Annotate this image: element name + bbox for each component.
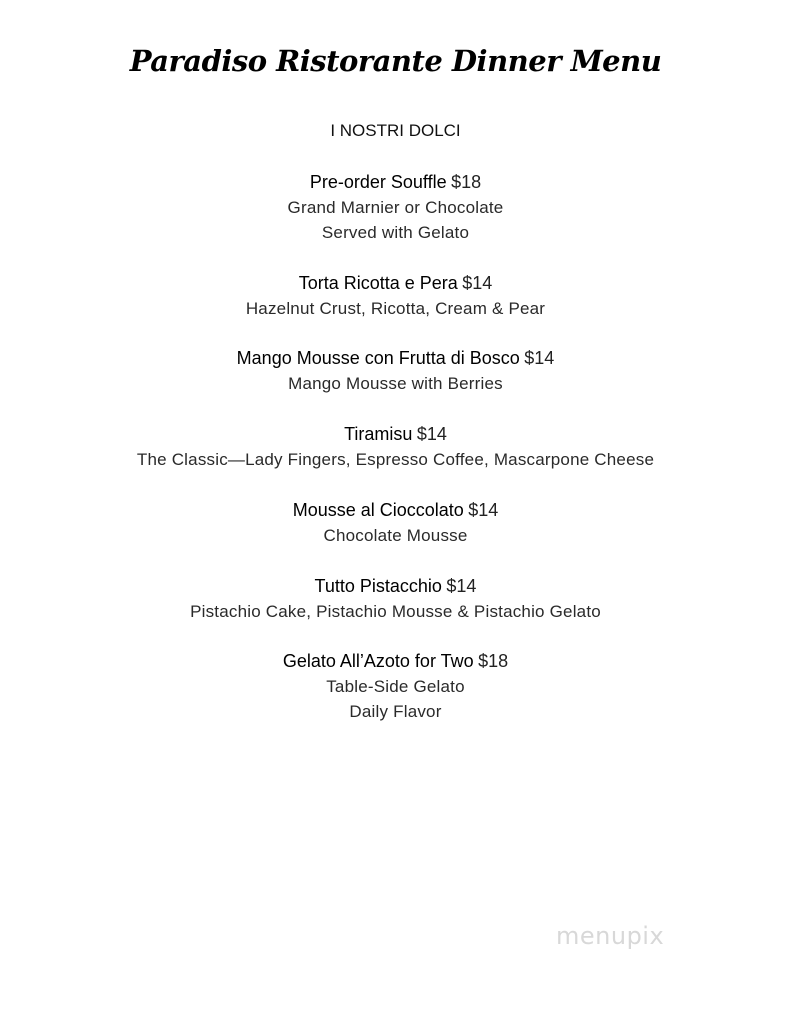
item-description: Hazelnut Crust, Ricotta, Cream & Pear — [245, 299, 546, 318]
item-price: $14 — [462, 273, 493, 293]
menu-item-mango-mousse — [0, 346, 791, 396]
menupix-watermark: menupix — [556, 922, 665, 950]
item-price: $18 — [478, 651, 509, 671]
menu-item-mousse-cioccolato — [0, 498, 791, 548]
item-name: Tiramisu — [344, 424, 413, 444]
item-name: Torta Ricotta e Pera — [298, 273, 458, 293]
item-title-line — [0, 346, 791, 371]
item-name: Gelato All’Azoto for Two — [282, 651, 474, 671]
item-title-line — [0, 271, 791, 296]
menu-item-tutto-pistacchio — [0, 574, 791, 624]
item-price: $14 — [468, 500, 499, 520]
item-description: Pistachio Cake, Pistachio Mousse & Pistachio Gelato — [190, 602, 601, 621]
item-description: The Classic—Lady Fingers, Espresso Coffee, Mascarpone Cheese — [136, 450, 655, 469]
section-heading: I NOSTRI DOLCI — [330, 121, 461, 140]
item-price: $18 — [451, 172, 482, 192]
item-name: Tutto Pistacchio — [314, 576, 442, 596]
item-title-line — [0, 422, 791, 447]
item-description: Grand Marnier or Chocolate — [287, 198, 504, 217]
item-description: Table-Side Gelato — [326, 677, 465, 696]
item-name: Pre-order Souffle — [309, 172, 447, 192]
item-name: Mango Mousse con Frutta di Bosco — [236, 348, 520, 368]
item-description: Chocolate Mousse — [323, 526, 468, 545]
item-price: $14 — [524, 348, 555, 368]
item-name: Mousse al Cioccolato — [292, 500, 464, 520]
menu-item-gelato-azoto — [0, 649, 791, 724]
item-price: $14 — [416, 424, 447, 444]
menu-item-tiramisu — [0, 422, 791, 472]
menu-item-souffle — [0, 170, 791, 245]
menu-item-torta — [0, 271, 791, 321]
item-title-line — [0, 649, 791, 674]
item-title-line — [0, 498, 791, 523]
item-description: Daily Flavor — [349, 702, 442, 721]
item-description: Mango Mousse with Berries — [288, 374, 503, 393]
item-description: Served with Gelato — [321, 223, 470, 242]
item-title-line — [0, 170, 791, 195]
menu-title: Paradiso Ristorante Dinner Menu — [129, 44, 662, 78]
item-title-line — [0, 574, 791, 599]
item-price: $14 — [446, 576, 477, 596]
